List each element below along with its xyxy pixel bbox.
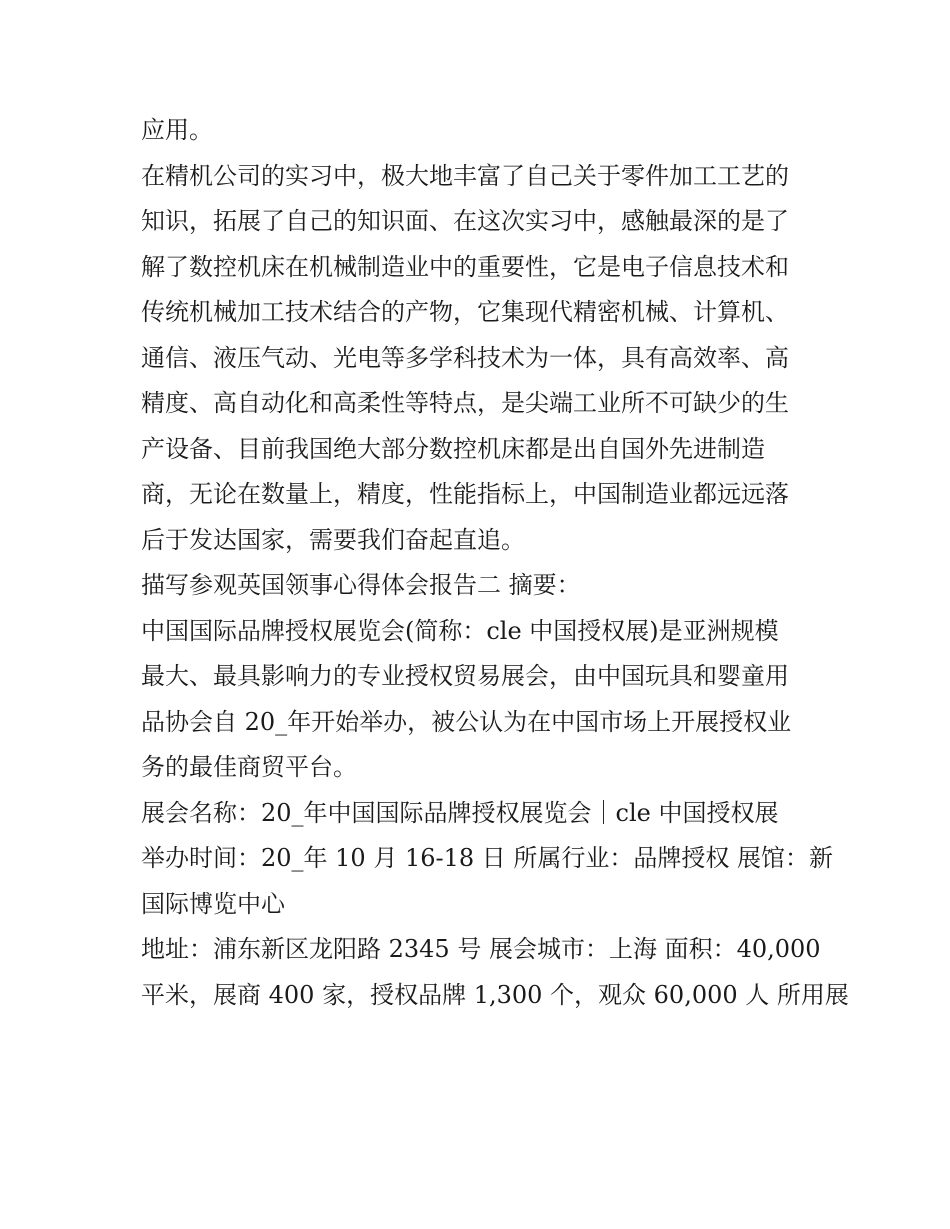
text-line: 后于发达国家，需要我们奋起直追。 <box>141 525 525 554</box>
text-line: 传统机械加工技术结合的产物，它集现代精密机械、计算机、 <box>141 298 789 326</box>
text-line: 通信、液压气动、光电等多学科技术为一体，具有高效率、高 <box>141 343 789 372</box>
text-line: 国际博览中心 <box>141 889 285 918</box>
text-line: 知识，拓展了自己的知识面、在这次实习中，感触最深的是了 <box>141 207 789 235</box>
text-line: 应用。 <box>141 116 213 144</box>
text-line: 在精机公司的实习中，极大地丰富了自己关于零件加工工艺的 <box>141 161 789 190</box>
text-line: 务的最佳商贸平台。 <box>141 753 357 781</box>
document-body <box>141 108 849 1018</box>
section-heading: 描写参观英国领事心得体会报告二 摘要： <box>141 571 581 599</box>
text-line: 展会名称：20_年中国国际品牌授权展览会｜cle 中国授权展 <box>141 798 779 827</box>
text-line: 最大、最具影响力的专业授权贸易展会，由中国玩具和婴童用 <box>141 662 789 690</box>
text-line: 产设备、目前我国绝大部分数控机床都是出自国外先进制造 <box>141 434 765 463</box>
text-line: 举办时间：20_年 10 月 16-18 日 所属行业：品牌授权 展馆：新 <box>141 844 834 872</box>
text-line: 中国国际品牌授权展览会(简称：cle 中国授权展)是亚洲规模 <box>141 616 779 645</box>
text-line: 地址：浦东新区龙阳路 2345 号 展会城市：上海 面积：40,000 <box>141 935 821 963</box>
text-line: 平米，展商 400 家，授权品牌 1,300 个，观众 60,000 人 所用展 <box>141 980 849 1009</box>
text-line: 解了数控机床在机械制造业中的重要性，它是电子信息技术和 <box>141 252 789 281</box>
text-line: 商，无论在数量上，精度，性能指标上，中国制造业都远远落 <box>141 480 789 508</box>
text-line: 品协会自 20_年开始举办，被公认为在中国市场上开展授权业 <box>141 707 792 736</box>
text-line: 精度、高自动化和高柔性等特点，是尖端工业所不可缺少的生 <box>141 389 789 417</box>
